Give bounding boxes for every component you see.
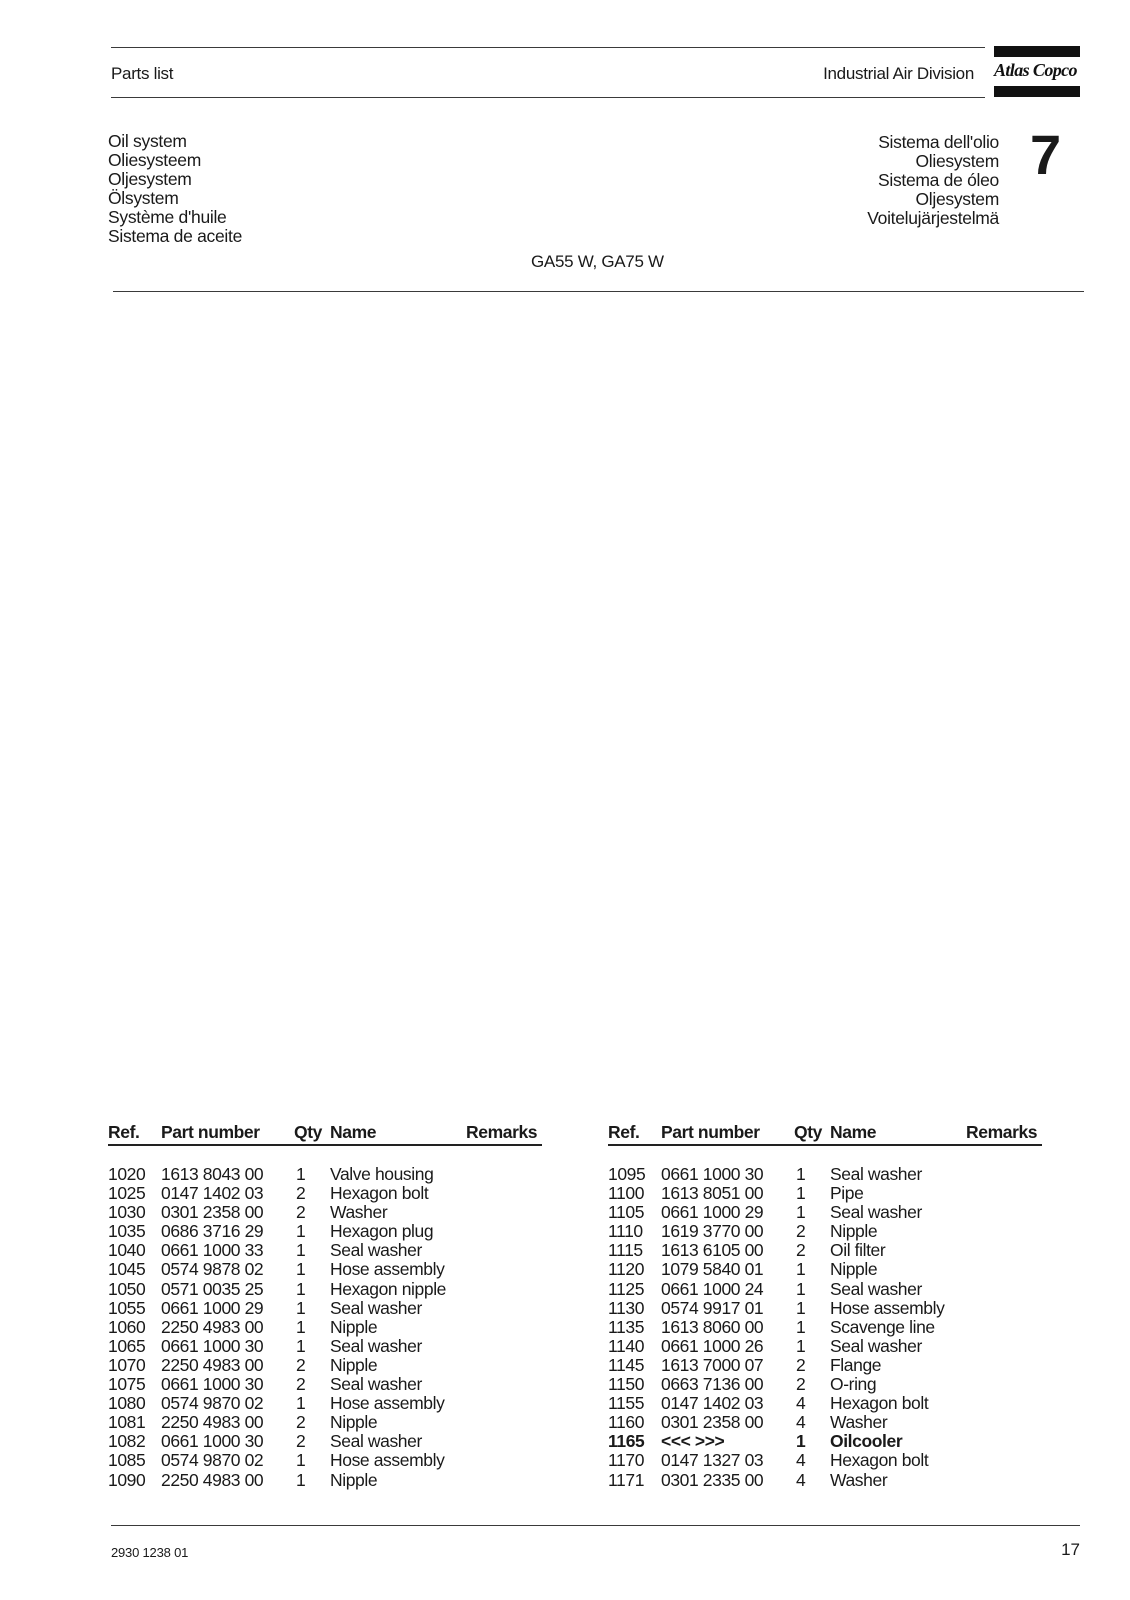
table-row (608, 1164, 1042, 1183)
column-header-qty: Qty (794, 1122, 822, 1142)
table-row (108, 1393, 542, 1412)
part-number-cell: 1613 7000 07 (661, 1354, 764, 1375)
column-header-ref: Ref. (608, 1122, 640, 1142)
table-row (108, 1164, 542, 1183)
section-title: Oljesystem (108, 169, 192, 189)
qty-cell: 2 (296, 1183, 306, 1204)
part-number-cell: 0686 3716 29 (161, 1221, 264, 1242)
table-row (108, 1470, 542, 1489)
section-title: Oliesystem (915, 151, 999, 171)
model-designation: GA55 W, GA75 W (531, 252, 664, 271)
ref-cell: 1100 (608, 1183, 645, 1204)
section-title: Sistema de óleo (878, 170, 999, 190)
ref-cell: 1020 (108, 1164, 146, 1184)
name-cell: Nipple (330, 1469, 378, 1490)
section-title: Oil system (108, 131, 187, 151)
ref-cell: 1065 (108, 1335, 146, 1356)
qty-cell: 1 (296, 1393, 306, 1414)
part-number-cell: 1613 8051 00 (661, 1183, 764, 1204)
part-number-cell: 0661 1000 29 (661, 1202, 764, 1223)
part-number-cell: 2250 4983 00 (161, 1316, 264, 1337)
parts-table-left (108, 1122, 542, 1489)
division-label: Industrial Air Division (823, 64, 974, 83)
ref-cell: 1130 (608, 1297, 645, 1318)
section-title: Sistema de aceite (108, 226, 243, 246)
part-number-cell: 0147 1402 03 (661, 1393, 764, 1414)
table-row (608, 1259, 1042, 1278)
table-row (108, 1412, 542, 1431)
qty-cell: 1 (796, 1202, 806, 1223)
qty-cell: 1 (296, 1450, 306, 1471)
ref-cell: 1060 (108, 1316, 146, 1337)
ref-cell: 1045 (108, 1259, 146, 1280)
table-body (108, 1164, 542, 1489)
section-titles-left (108, 132, 242, 246)
qty-cell: 1 (796, 1297, 806, 1318)
qty-cell: 1 (296, 1259, 306, 1280)
header-bottom-rule (111, 97, 985, 98)
footer-rule (111, 1525, 1080, 1526)
name-cell: Washer (330, 1202, 388, 1223)
ref-cell: 1170 (608, 1450, 645, 1471)
section-title: Oliesysteem (108, 150, 201, 170)
part-number-cell: 0301 2335 00 (661, 1469, 764, 1490)
part-number-cell: 2250 4983 00 (161, 1469, 264, 1490)
table-row (108, 1240, 542, 1259)
ref-cell: 1120 (608, 1259, 645, 1280)
column-header-part-number: Part number (161, 1122, 260, 1142)
name-cell: Nipple (330, 1354, 378, 1375)
page-number: 17 (1061, 1540, 1080, 1559)
table-row (108, 1450, 542, 1469)
qty-cell: 2 (296, 1354, 306, 1375)
document-number: 2930 1238 01 (111, 1545, 189, 1560)
name-cell: Hexagon bolt (830, 1450, 929, 1471)
qty-cell: 1 (296, 1335, 306, 1356)
name-cell: Seal washer (330, 1374, 422, 1395)
name-cell: Scavenge line (830, 1316, 935, 1337)
qty-cell: 2 (296, 1412, 306, 1433)
ref-cell: 1155 (608, 1393, 645, 1414)
part-number-cell: 0147 1327 03 (661, 1450, 764, 1471)
name-cell: Nipple (330, 1412, 378, 1433)
ref-cell: 1085 (108, 1450, 146, 1471)
qty-cell: 2 (296, 1202, 306, 1223)
table-row (108, 1317, 542, 1336)
ref-cell: 1145 (608, 1354, 645, 1375)
ref-cell: 1050 (108, 1278, 146, 1299)
ref-cell: 1025 (108, 1183, 146, 1204)
part-number-cell: 1079 5840 01 (661, 1259, 764, 1280)
qty-cell: 1 (796, 1183, 806, 1204)
table-row (108, 1355, 542, 1374)
qty-cell: 2 (796, 1221, 806, 1242)
table-header (108, 1122, 542, 1146)
table-row (108, 1336, 542, 1355)
table-row (108, 1202, 542, 1221)
qty-cell: 1 (296, 1316, 306, 1337)
table-row (608, 1183, 1042, 1202)
table-row (108, 1298, 542, 1317)
table-row (608, 1336, 1042, 1355)
table-row (108, 1374, 542, 1393)
part-number-cell: 0147 1402 03 (161, 1183, 264, 1204)
part-number-cell: 1613 8060 00 (661, 1316, 764, 1337)
table-row (608, 1470, 1042, 1489)
part-number-cell: 0661 1000 30 (161, 1431, 264, 1452)
part-number-cell: 0661 1000 29 (161, 1297, 264, 1318)
name-cell: Hose assembly (330, 1393, 445, 1414)
table-body (608, 1164, 1042, 1489)
part-number-cell: 0574 9917 01 (661, 1297, 764, 1318)
part-number-cell: 0661 1000 30 (161, 1335, 264, 1356)
qty-cell: 1 (296, 1164, 306, 1184)
part-number-cell: 0574 9870 02 (161, 1450, 264, 1471)
qty-cell: 4 (796, 1412, 806, 1433)
part-number-cell: 0661 1000 33 (161, 1240, 264, 1261)
section-title: Ölsystem (108, 188, 179, 208)
name-cell: Seal washer (830, 1164, 922, 1184)
logo-wordmark: Atlas Copco (994, 60, 1077, 80)
ref-cell: 1082 (108, 1431, 146, 1452)
ref-cell: 1075 (108, 1374, 146, 1395)
section-title: Sistema dell'olio (878, 132, 999, 152)
table-row-highlighted (608, 1431, 1042, 1450)
illustration-area (108, 300, 1078, 1100)
part-number-cell: 1619 3770 00 (661, 1221, 764, 1242)
header-top-rule (111, 47, 985, 48)
ref-cell: 1030 (108, 1202, 146, 1223)
table-row (608, 1298, 1042, 1317)
ref-cell: 1125 (608, 1278, 645, 1299)
logo-bar-top (994, 46, 1080, 57)
ref-cell: 1055 (108, 1297, 146, 1318)
ref-cell: 1135 (608, 1316, 645, 1337)
part-number-cell: 2250 4983 00 (161, 1354, 264, 1375)
table-row (108, 1279, 542, 1298)
qty-cell: 1 (296, 1221, 306, 1242)
table-row (108, 1183, 542, 1202)
ref-cell: 1090 (108, 1469, 146, 1490)
table-row (608, 1450, 1042, 1469)
ref-cell: 1040 (108, 1240, 146, 1261)
name-cell: Washer (830, 1469, 888, 1490)
ref-cell: 1110 (608, 1221, 643, 1242)
part-number-cell: 0661 1000 30 (161, 1374, 264, 1395)
name-cell: Nipple (830, 1259, 878, 1280)
name-cell: Hexagon bolt (830, 1393, 929, 1414)
table-row (108, 1221, 542, 1240)
name-cell: Hose assembly (830, 1297, 945, 1318)
table-row (108, 1259, 542, 1278)
column-header-ref: Ref. (108, 1122, 140, 1142)
table-row (608, 1279, 1042, 1298)
name-cell: Valve housing (330, 1164, 434, 1184)
part-number-cell: 0574 9870 02 (161, 1393, 264, 1414)
name-cell: Seal washer (330, 1240, 422, 1261)
table-row (608, 1317, 1042, 1336)
qty-cell: 4 (796, 1393, 806, 1414)
section-titles-right (867, 133, 999, 228)
column-header-name: Name (330, 1122, 377, 1142)
part-number-cell: <<< >>> (661, 1431, 725, 1452)
section-title: Voitelujärjestelmä (867, 208, 999, 228)
ref-cell: 1150 (608, 1374, 645, 1395)
table-row (608, 1221, 1042, 1240)
name-cell: Hexagon plug (330, 1221, 434, 1242)
table-row (608, 1202, 1042, 1221)
name-cell: Nipple (330, 1316, 378, 1337)
qty-cell: 4 (796, 1469, 806, 1490)
name-cell: Hexagon bolt (330, 1183, 429, 1204)
name-cell: Hexagon nipple (330, 1278, 447, 1299)
part-number-cell: 0661 1000 30 (661, 1164, 764, 1184)
name-cell: Nipple (830, 1221, 878, 1242)
ref-cell: 1160 (608, 1412, 645, 1433)
ref-cell: 1115 (608, 1240, 643, 1261)
qty-cell: 2 (296, 1374, 306, 1395)
ref-cell: 1035 (108, 1221, 146, 1242)
name-cell: Hose assembly (330, 1259, 445, 1280)
part-number-cell: 1613 6105 00 (661, 1240, 764, 1261)
section-title: Système d'huile (108, 207, 227, 227)
name-cell: Oilcooler (830, 1431, 903, 1452)
table-row (608, 1412, 1042, 1431)
qty-cell: 4 (796, 1450, 806, 1471)
name-cell: Flange (830, 1354, 882, 1375)
table-row (608, 1393, 1042, 1412)
name-cell: Pipe (830, 1183, 864, 1204)
name-cell: Seal washer (830, 1278, 922, 1299)
part-number-cell: 0663 7136 00 (661, 1374, 764, 1395)
qty-cell: 2 (796, 1374, 806, 1395)
part-number-cell: 0661 1000 24 (661, 1278, 764, 1299)
section-title: Oljesystem (915, 189, 999, 209)
part-number-cell: 0571 0035 25 (161, 1278, 264, 1299)
table-row (108, 1431, 542, 1450)
qty-cell: 1 (796, 1431, 806, 1452)
column-header-remarks: Remarks (466, 1122, 538, 1142)
part-number-cell: 0574 9878 02 (161, 1259, 264, 1280)
table-row (608, 1374, 1042, 1393)
ref-cell: 1105 (608, 1202, 645, 1223)
name-cell: Seal washer (330, 1431, 422, 1452)
part-number-cell: 0661 1000 26 (661, 1335, 764, 1356)
part-number-cell: 2250 4983 00 (161, 1412, 264, 1433)
ref-cell: 1140 (608, 1335, 645, 1356)
title-divider (113, 291, 1084, 292)
qty-cell: 2 (796, 1354, 806, 1375)
qty-cell: 2 (796, 1240, 806, 1261)
ref-cell: 1095 (608, 1164, 646, 1184)
part-number-cell: 0301 2358 00 (161, 1202, 264, 1223)
ref-cell: 1165 (608, 1431, 645, 1452)
table-header (608, 1122, 1042, 1146)
ref-cell: 1070 (108, 1354, 146, 1375)
name-cell: Oil filter (830, 1240, 886, 1261)
column-header-qty: Qty (294, 1122, 322, 1142)
part-number-cell: 0301 2358 00 (661, 1412, 764, 1433)
name-cell: Hose assembly (330, 1450, 445, 1471)
ref-cell: 1171 (608, 1469, 645, 1490)
column-header-name: Name (830, 1122, 877, 1142)
name-cell: Washer (830, 1412, 888, 1433)
qty-cell: 1 (296, 1278, 306, 1299)
qty-cell: 1 (296, 1469, 306, 1490)
parts-table-right (608, 1122, 1042, 1489)
table-row (608, 1355, 1042, 1374)
logo-bar-bottom (994, 86, 1080, 97)
qty-cell: 1 (796, 1316, 806, 1337)
name-cell: Seal washer (830, 1202, 922, 1223)
qty-cell: 1 (796, 1259, 806, 1280)
table-row (608, 1240, 1042, 1259)
ref-cell: 1081 (108, 1412, 146, 1433)
name-cell: O-ring (830, 1374, 877, 1395)
column-header-remarks: Remarks (966, 1122, 1038, 1142)
qty-cell: 1 (296, 1240, 306, 1261)
qty-cell: 1 (296, 1297, 306, 1318)
part-number-cell: 1613 8043 00 (161, 1164, 264, 1184)
qty-cell: 2 (296, 1431, 306, 1452)
chapter-number: 7 (1030, 123, 1062, 186)
name-cell: Seal washer (330, 1297, 422, 1318)
qty-cell: 1 (796, 1278, 806, 1299)
qty-cell: 1 (796, 1164, 806, 1184)
qty-cell: 1 (796, 1335, 806, 1356)
name-cell: Seal washer (330, 1335, 422, 1356)
name-cell: Seal washer (830, 1335, 922, 1356)
ref-cell: 1080 (108, 1393, 146, 1414)
document-type-label: Parts list (111, 64, 174, 83)
column-header-part-number: Part number (661, 1122, 760, 1142)
